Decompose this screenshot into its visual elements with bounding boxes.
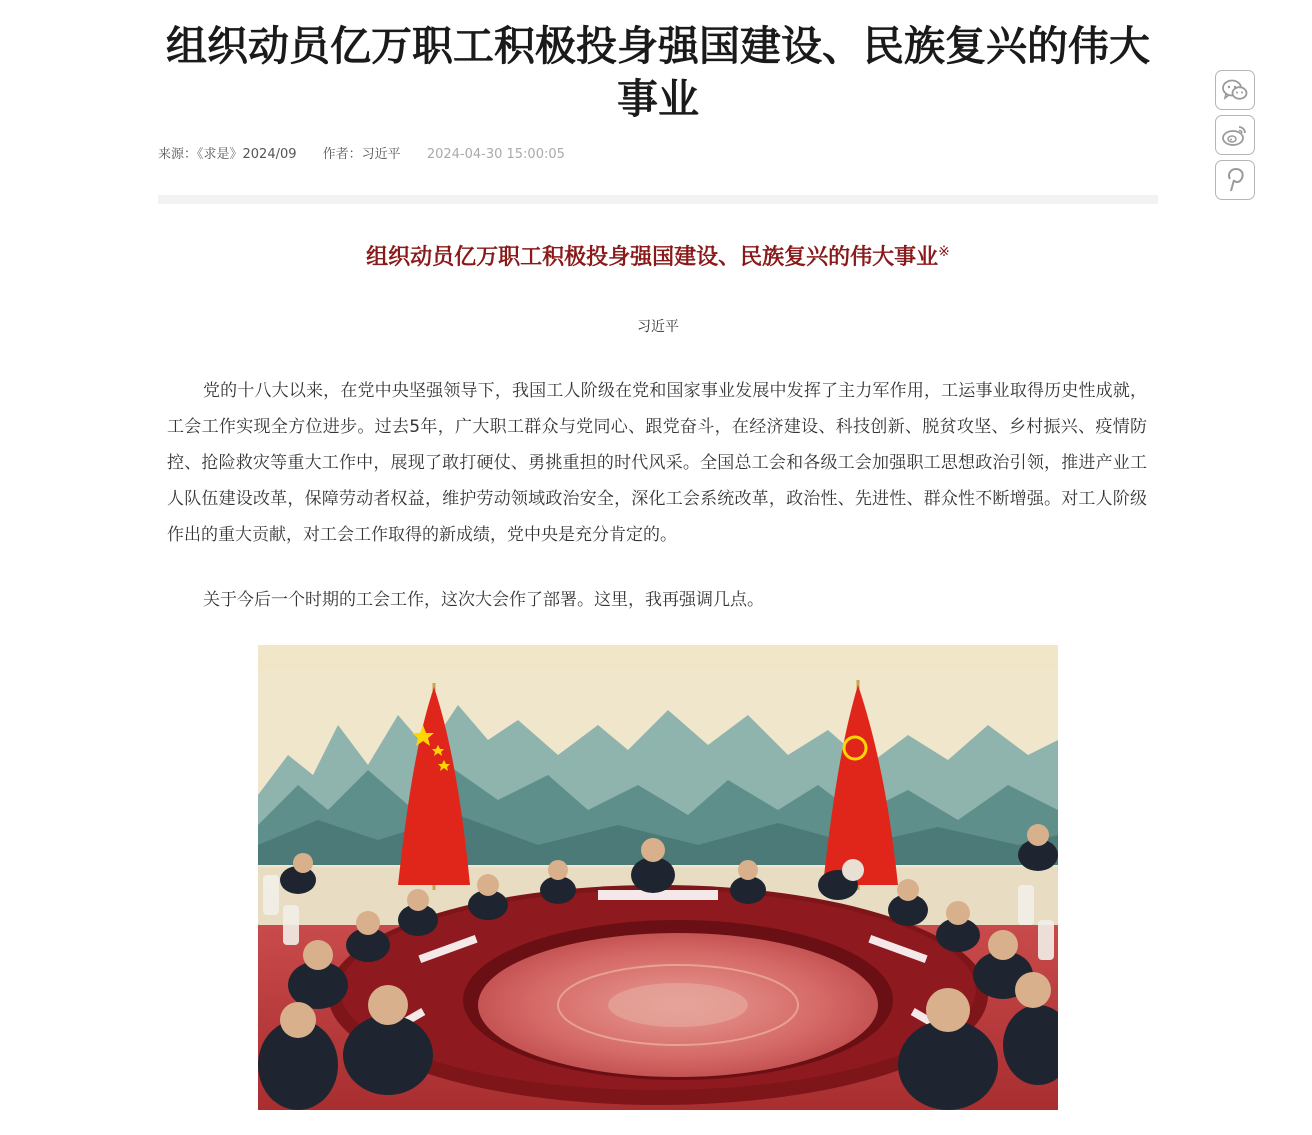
footnote-mark: ※ xyxy=(938,244,950,260)
share-rail xyxy=(1215,70,1259,205)
article-meta xyxy=(158,143,587,162)
pinterest-icon xyxy=(1222,166,1248,194)
meeting-photo xyxy=(258,645,1058,1110)
paragraph-2: 关于今后一个时期的工会工作，这次大会作了部署。这里，我再强调几点。 xyxy=(203,590,764,610)
share-wechat-button[interactable] xyxy=(1215,70,1255,110)
share-weibo-button[interactable] xyxy=(1215,115,1255,155)
source-label: 来源：《求是》2024/09 xyxy=(158,147,297,162)
paragraph-1: 党的十八大以来，在党中央坚强领导下，我国工人阶级在党和国家事业发展中发挥了主力军作用，工运事业取得历史性成就，工会工作实现全方位进步。过去5年，广大职工群众与党同心、跟党奋斗，在经济建设、科技创新、脱贫攻坚、乡村振兴、疫情防控、抢险救灾等重大工作中，展现了敢打硬仗、勇挑重担的时代风采。全国总工会和各级工会加强职工思想政治引领，推进产业工人队伍建设改革，保障劳动者权益，维护劳动领域政治安全，深化工会系统改革，政治性、先进性、群众性不断增强。对工人阶级作出的重大贡献，对工会工作取得的新成绩，党中央是充分肯定的。 xyxy=(167,381,1147,545)
page-title: 组织动员亿万职工积极投身强国建设、民族复兴的伟大事业 xyxy=(166,22,1150,123)
divider xyxy=(158,195,1158,204)
share-pinterest-button[interactable] xyxy=(1215,160,1255,200)
meeting-photo-illustration xyxy=(258,645,1058,1110)
article-author: 习近平 xyxy=(637,319,679,335)
publish-date: 2024-04-30 15:00:05 xyxy=(426,147,565,162)
weibo-icon xyxy=(1221,122,1249,148)
author-label: 作者：习近平 xyxy=(322,147,401,162)
article-title xyxy=(158,240,1158,271)
article-title-text: 组织动员亿万职工积极投身强国建设、民族复兴的伟大事业 xyxy=(366,245,939,270)
wechat-icon xyxy=(1221,78,1249,102)
